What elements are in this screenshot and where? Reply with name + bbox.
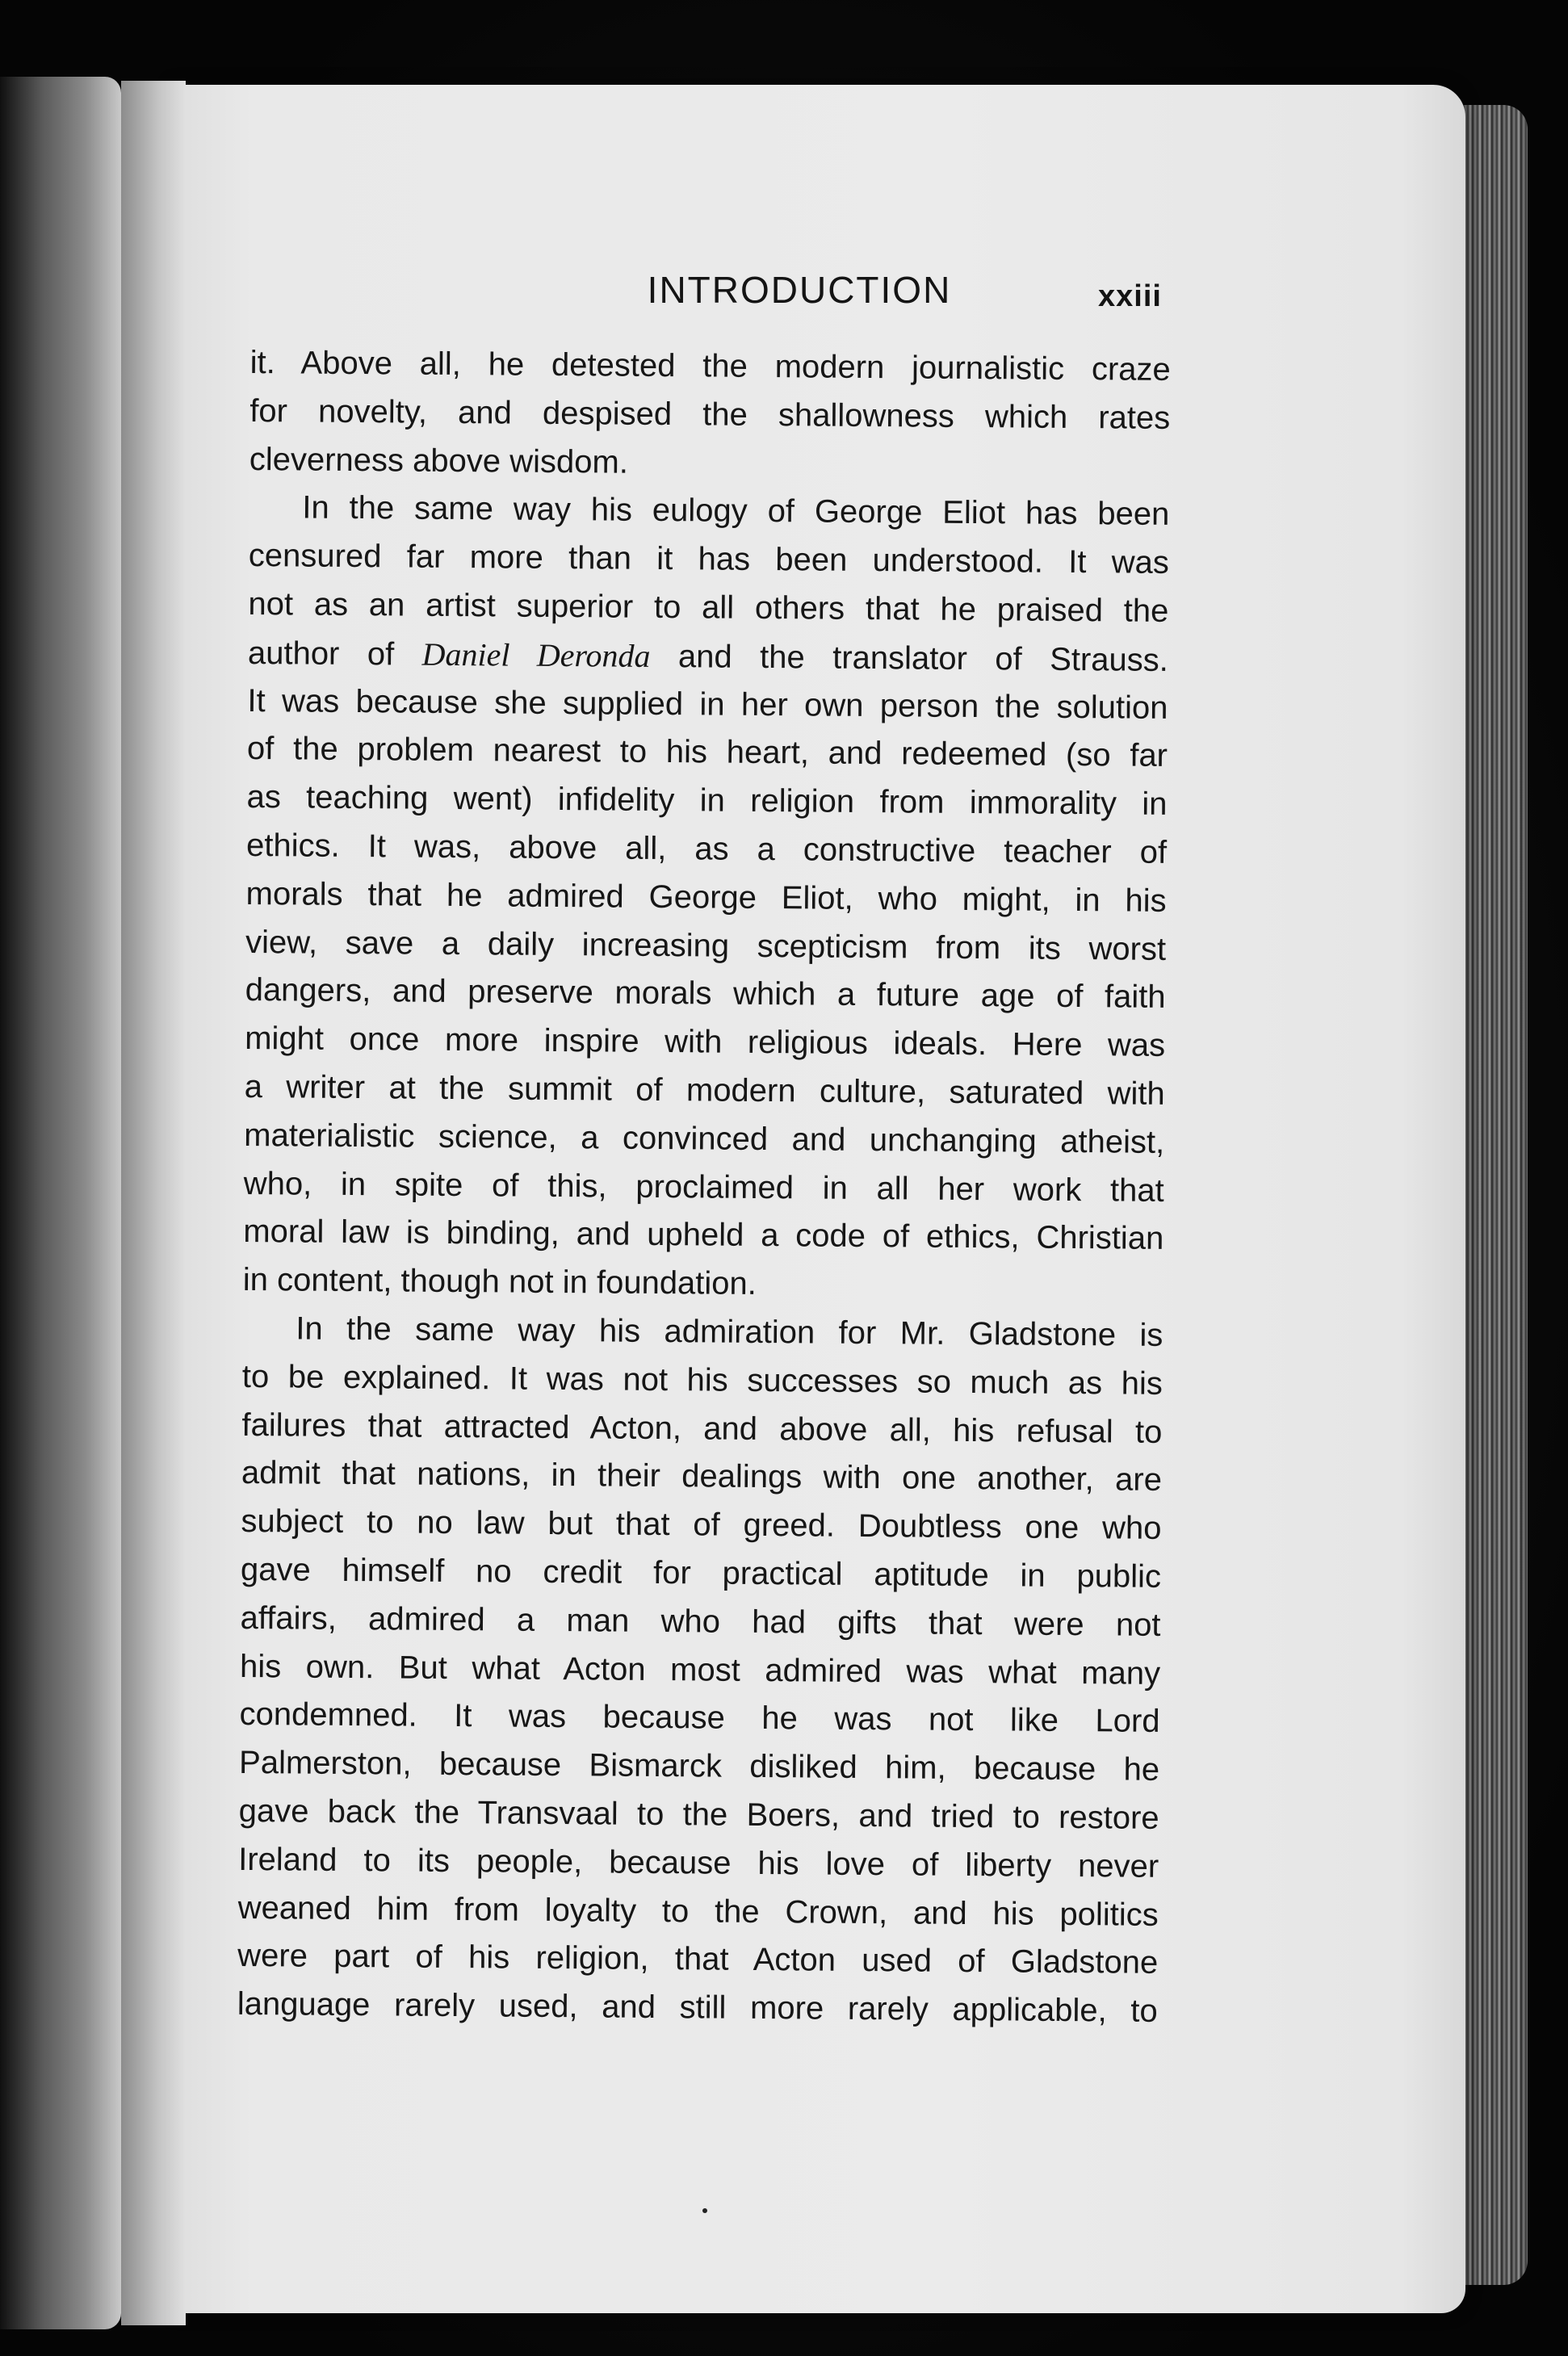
- text-line: failures that attracted Acton, and above all, his refusal to: [241, 1406, 1163, 1450]
- text-line: a writer at the summit of modern culture, saturated with: [244, 1068, 1165, 1112]
- text-line: view, save a daily increasing scepticism from its worst: [245, 924, 1167, 967]
- text-line: gave himself no credit for practical aptitude in public: [240, 1551, 1162, 1595]
- text-line: Ireland to its people, because his love of liberty never: [238, 1841, 1159, 1884]
- gutter-shadow: [121, 81, 186, 2325]
- text-line: gave back the Transvaal to the Boers, and tried to restore: [238, 1792, 1159, 1836]
- text-line: not as an artist superior to all others that he praised the: [248, 585, 1169, 629]
- text-line: In the same way his admiration for Mr. Gladstone is: [296, 1310, 1163, 1353]
- text-line: Palmerston, because Bismarck disliked him, because he: [238, 1745, 1160, 1788]
- text-line: were part of his religion, that Acton used of Gladstone: [237, 1938, 1159, 1981]
- text-line: It was because she supplied in her own person the solution: [247, 682, 1168, 726]
- text-line: materialistic science, a convinced and unchanging atheist,: [244, 1117, 1165, 1160]
- text-line: in content, though not in foundation.: [242, 1262, 757, 1302]
- text-line: moral law is binding, and upheld a code of ethics, Christian: [243, 1214, 1164, 1257]
- page-number: xxiii: [1098, 279, 1162, 313]
- text-line: condemned. It was because he was not like Lord: [239, 1696, 1160, 1740]
- text-line: dangers, and preserve morals which a future age of faith: [245, 972, 1166, 1016]
- text-line: author of Daniel Deronda and the translator of Strauss.: [247, 635, 1169, 678]
- text-line: In the same way his eulogy of George Eliot has been: [302, 489, 1170, 533]
- paragraph: [237, 1305, 1163, 2036]
- text-line: language rarely used, and still more rarely applicable, to: [237, 1986, 1158, 2029]
- text-line: affairs, admired a man who had gifts that were not: [240, 1599, 1161, 1643]
- paragraph: [243, 484, 1170, 1311]
- text-line: of the problem nearest to his heart, and redeemed (so far: [246, 731, 1168, 774]
- text-line: weaned him from loyalty to the Crown, and his politics: [237, 1889, 1159, 1933]
- text-line: ethics. It was, above all, as a constructive teacher of: [245, 827, 1168, 870]
- paragraph: [249, 339, 1171, 491]
- italic-title: Daniel Deronda: [421, 635, 651, 674]
- text-line: for novelty, and despised the shallowness which rates: [249, 392, 1171, 436]
- text-line: admit that nations, in their dealings with one another, are: [241, 1455, 1163, 1499]
- text-line: as teaching went) infidelity in religion from immorality in: [246, 779, 1168, 823]
- text-line: to be explained. It was not his successes so much as his: [241, 1358, 1163, 1402]
- text-line: it. Above all, he detested the modern journalistic craze: [249, 344, 1171, 388]
- text-line: who, in spite of this, proclaimed in all her work that: [243, 1165, 1164, 1209]
- text-line: his own. But what Acton most admired was what many: [239, 1648, 1161, 1692]
- text-line: morals that he admired George Eliot, who might, in his: [245, 875, 1167, 919]
- left-page-edge: [0, 77, 121, 2329]
- page-title: INTRODUCTION: [647, 269, 952, 311]
- body-text: [237, 339, 1171, 2036]
- ink-speck: [702, 2208, 707, 2213]
- text-line: cleverness above wisdom.: [249, 441, 629, 480]
- text-line: subject to no law but that of greed. Doubtless one who: [241, 1503, 1162, 1547]
- text-line: censured far more than it has been understood. It was: [248, 538, 1170, 581]
- page-stack-edge: [1463, 105, 1528, 2285]
- text-line: might once more inspire with religious ideals. Here was: [245, 1021, 1166, 1064]
